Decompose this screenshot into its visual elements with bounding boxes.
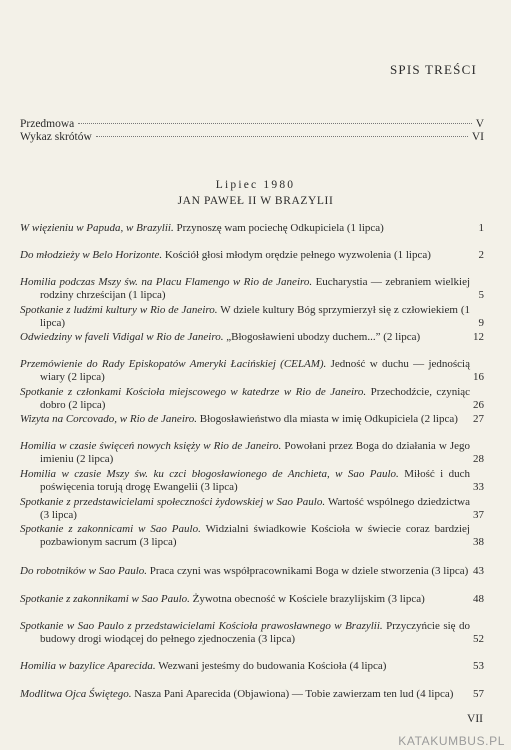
entry-title: Przynoszę wam pociechę Odkupiciela (1 lipca): [176, 222, 384, 234]
entry-place: Homilia w bazylice Aparecida.: [20, 660, 156, 672]
toc-entry: [20, 331, 484, 344]
entry-page: 2: [478, 249, 484, 261]
entry-place: Spotkanie z ludźmi kultury w Rio de Janeiro.: [20, 304, 218, 316]
dot-leader: [78, 123, 471, 124]
entry-page: 28: [473, 453, 484, 466]
entry-title: Nasza Pani Aparecida (Objawiona) — Tobie zawierzam ten lud (4 lipca): [134, 688, 454, 700]
entry-title: Miłość i duch poświęcenia torują drogę Ewangelii (3 lipca): [40, 468, 470, 494]
entry-place: Wizyta na Corcovado, w Rio de Janeiro.: [20, 413, 197, 425]
page-number: VII: [467, 713, 483, 725]
toc-row-label: Przedmowa: [20, 118, 75, 130]
toc-entry: [20, 523, 484, 550]
month-heading: Lipiec 1980: [215, 179, 296, 191]
entry-page: 43: [473, 565, 484, 577]
toc-entry: [20, 222, 484, 235]
toc-entry: [20, 386, 484, 413]
page-heading: SPIS TREŚCI: [389, 62, 477, 77]
entry-place: Homilia podczas Mszy św. na Placu Flamengo w Rio de Janeiro.: [20, 276, 313, 288]
entry-page: 52: [473, 633, 484, 646]
toc-entry: [20, 468, 484, 495]
entry-title: Przyczyńcie się do budowy drogi wiodącej do pełnego zjednoczenia (3 lipca): [40, 620, 471, 646]
entry-title: Żywotna obecność w Kościele brazylijskim (3 lipca): [192, 593, 425, 605]
entry-title: Powołani przez Boga do działania w Jego imieniu (2 lipca): [40, 440, 470, 466]
entry-page: 16: [473, 371, 484, 384]
toc-entry: [20, 660, 484, 673]
entry-page: 57: [473, 688, 484, 700]
entry-place: Spotkanie z zakonnikami w Sao Paulo.: [20, 593, 190, 605]
toc-entry: [20, 688, 484, 701]
entry-page: 37: [473, 509, 484, 522]
entry-place: Modlitwa Ojca Świętego.: [20, 688, 132, 700]
entry-page: 12: [473, 331, 484, 343]
entry-place: Spotkanie z przedstawicielami społeczności żydowskiej w Sao Paulo.: [20, 496, 326, 508]
entry-title: Widzialni świadkowie Kościoła w świecie coraz bardziej pozbawionym sacrum (3 lipca): [40, 523, 470, 549]
entry-title: Przechodźcie, czyniąc dobro (2 lipca): [40, 386, 471, 412]
entry-title: Eucharystia — zebraniem wielkiej rodziny chrześcijan (1 lipca): [40, 276, 471, 302]
toc-entry: [20, 276, 484, 303]
toc-entry: [20, 620, 484, 647]
watermark: KATAKUMBUS.PL: [398, 734, 505, 748]
toc-entry: [20, 358, 484, 385]
section-title: JAN PAWEŁ II W BRAZYLII: [177, 195, 334, 207]
entry-page: 26: [473, 399, 484, 412]
entry-place: W więzieniu w Papuda, w Brazylii.: [20, 222, 174, 234]
entry-title: Wartość wspólnego dziedzictwa (3 lipca): [40, 496, 470, 522]
toc-entry: [20, 249, 484, 262]
entry-page: 5: [478, 289, 484, 302]
entry-place: Spotkanie z zakonnicami w Sao Paulo.: [20, 523, 201, 535]
toc-row-page: VI: [471, 131, 484, 143]
toc-entry: [20, 565, 484, 578]
entry-place: Spotkanie z członkami Kościoła miejscowego w katedrze w Rio de Janeiro.: [20, 386, 367, 398]
toc-row-page: V: [475, 118, 484, 130]
entry-page: 27: [473, 413, 484, 425]
entry-title: Wezwani jesteśmy do budowania Kościoła (4 lipca): [158, 660, 387, 672]
entry-place: Spotkanie w Sao Paulo z przedstawicielami Kościoła prawosławnego w Brazylii.: [20, 620, 383, 632]
dot-leader: [96, 136, 468, 137]
toc-entry: [20, 304, 484, 331]
entry-place: Do robotników w Sao Paulo.: [20, 565, 148, 577]
entry-page: 9: [478, 317, 484, 330]
entry-page: 33: [473, 481, 484, 494]
entry-page: 1: [478, 222, 484, 234]
toc-entry: [20, 440, 484, 467]
toc-row-preface: [20, 118, 484, 132]
entry-title: Błogosławieństwo dla miasta w imię Odkupiciela (2 lipca): [199, 413, 458, 425]
entry-title: Jedność w duchu — jednością wiary (2 lipca): [40, 358, 470, 384]
toc-entry: [20, 413, 484, 426]
entry-place: Odwiedziny w faveli Vidigal w Rio de Janeiro.: [20, 331, 224, 343]
entry-title: W dziele kultury Bóg sprzymierzył się z człowiekiem (1 lipca): [40, 304, 470, 330]
entry-page: 38: [473, 536, 484, 549]
entry-title: Praca czyni was współpracownikami Boga w dziele stworzenia (3 lipca): [149, 565, 469, 577]
entry-page: 48: [473, 593, 484, 605]
toc-entry: [20, 593, 484, 606]
entry-page: 53: [473, 660, 484, 672]
toc-entry: [20, 496, 484, 523]
entry-place: Homilia w czasie święceń nowych księży w Rio de Janeiro.: [20, 440, 282, 452]
entry-title: Kościół głosi młodym orędzie pełnego wyzwolenia (1 lipca): [164, 249, 431, 261]
entry-place: Przemówienie do Rady Episkopatów Ameryki Łacińskiej (CELAM).: [20, 358, 327, 370]
entry-place: Do młodzieży w Belo Horizonte.: [20, 249, 163, 261]
entry-place: Homilia w czasie Mszy św. ku czci błogosławionego de Anchieta, w Sao Paulo.: [20, 468, 399, 480]
toc-row-abbreviations: [20, 131, 484, 145]
toc-row-label: Wykaz skrótów: [20, 131, 92, 143]
entry-title: „Błogosławieni ubodzy duchem...” (2 lipca): [226, 331, 421, 343]
